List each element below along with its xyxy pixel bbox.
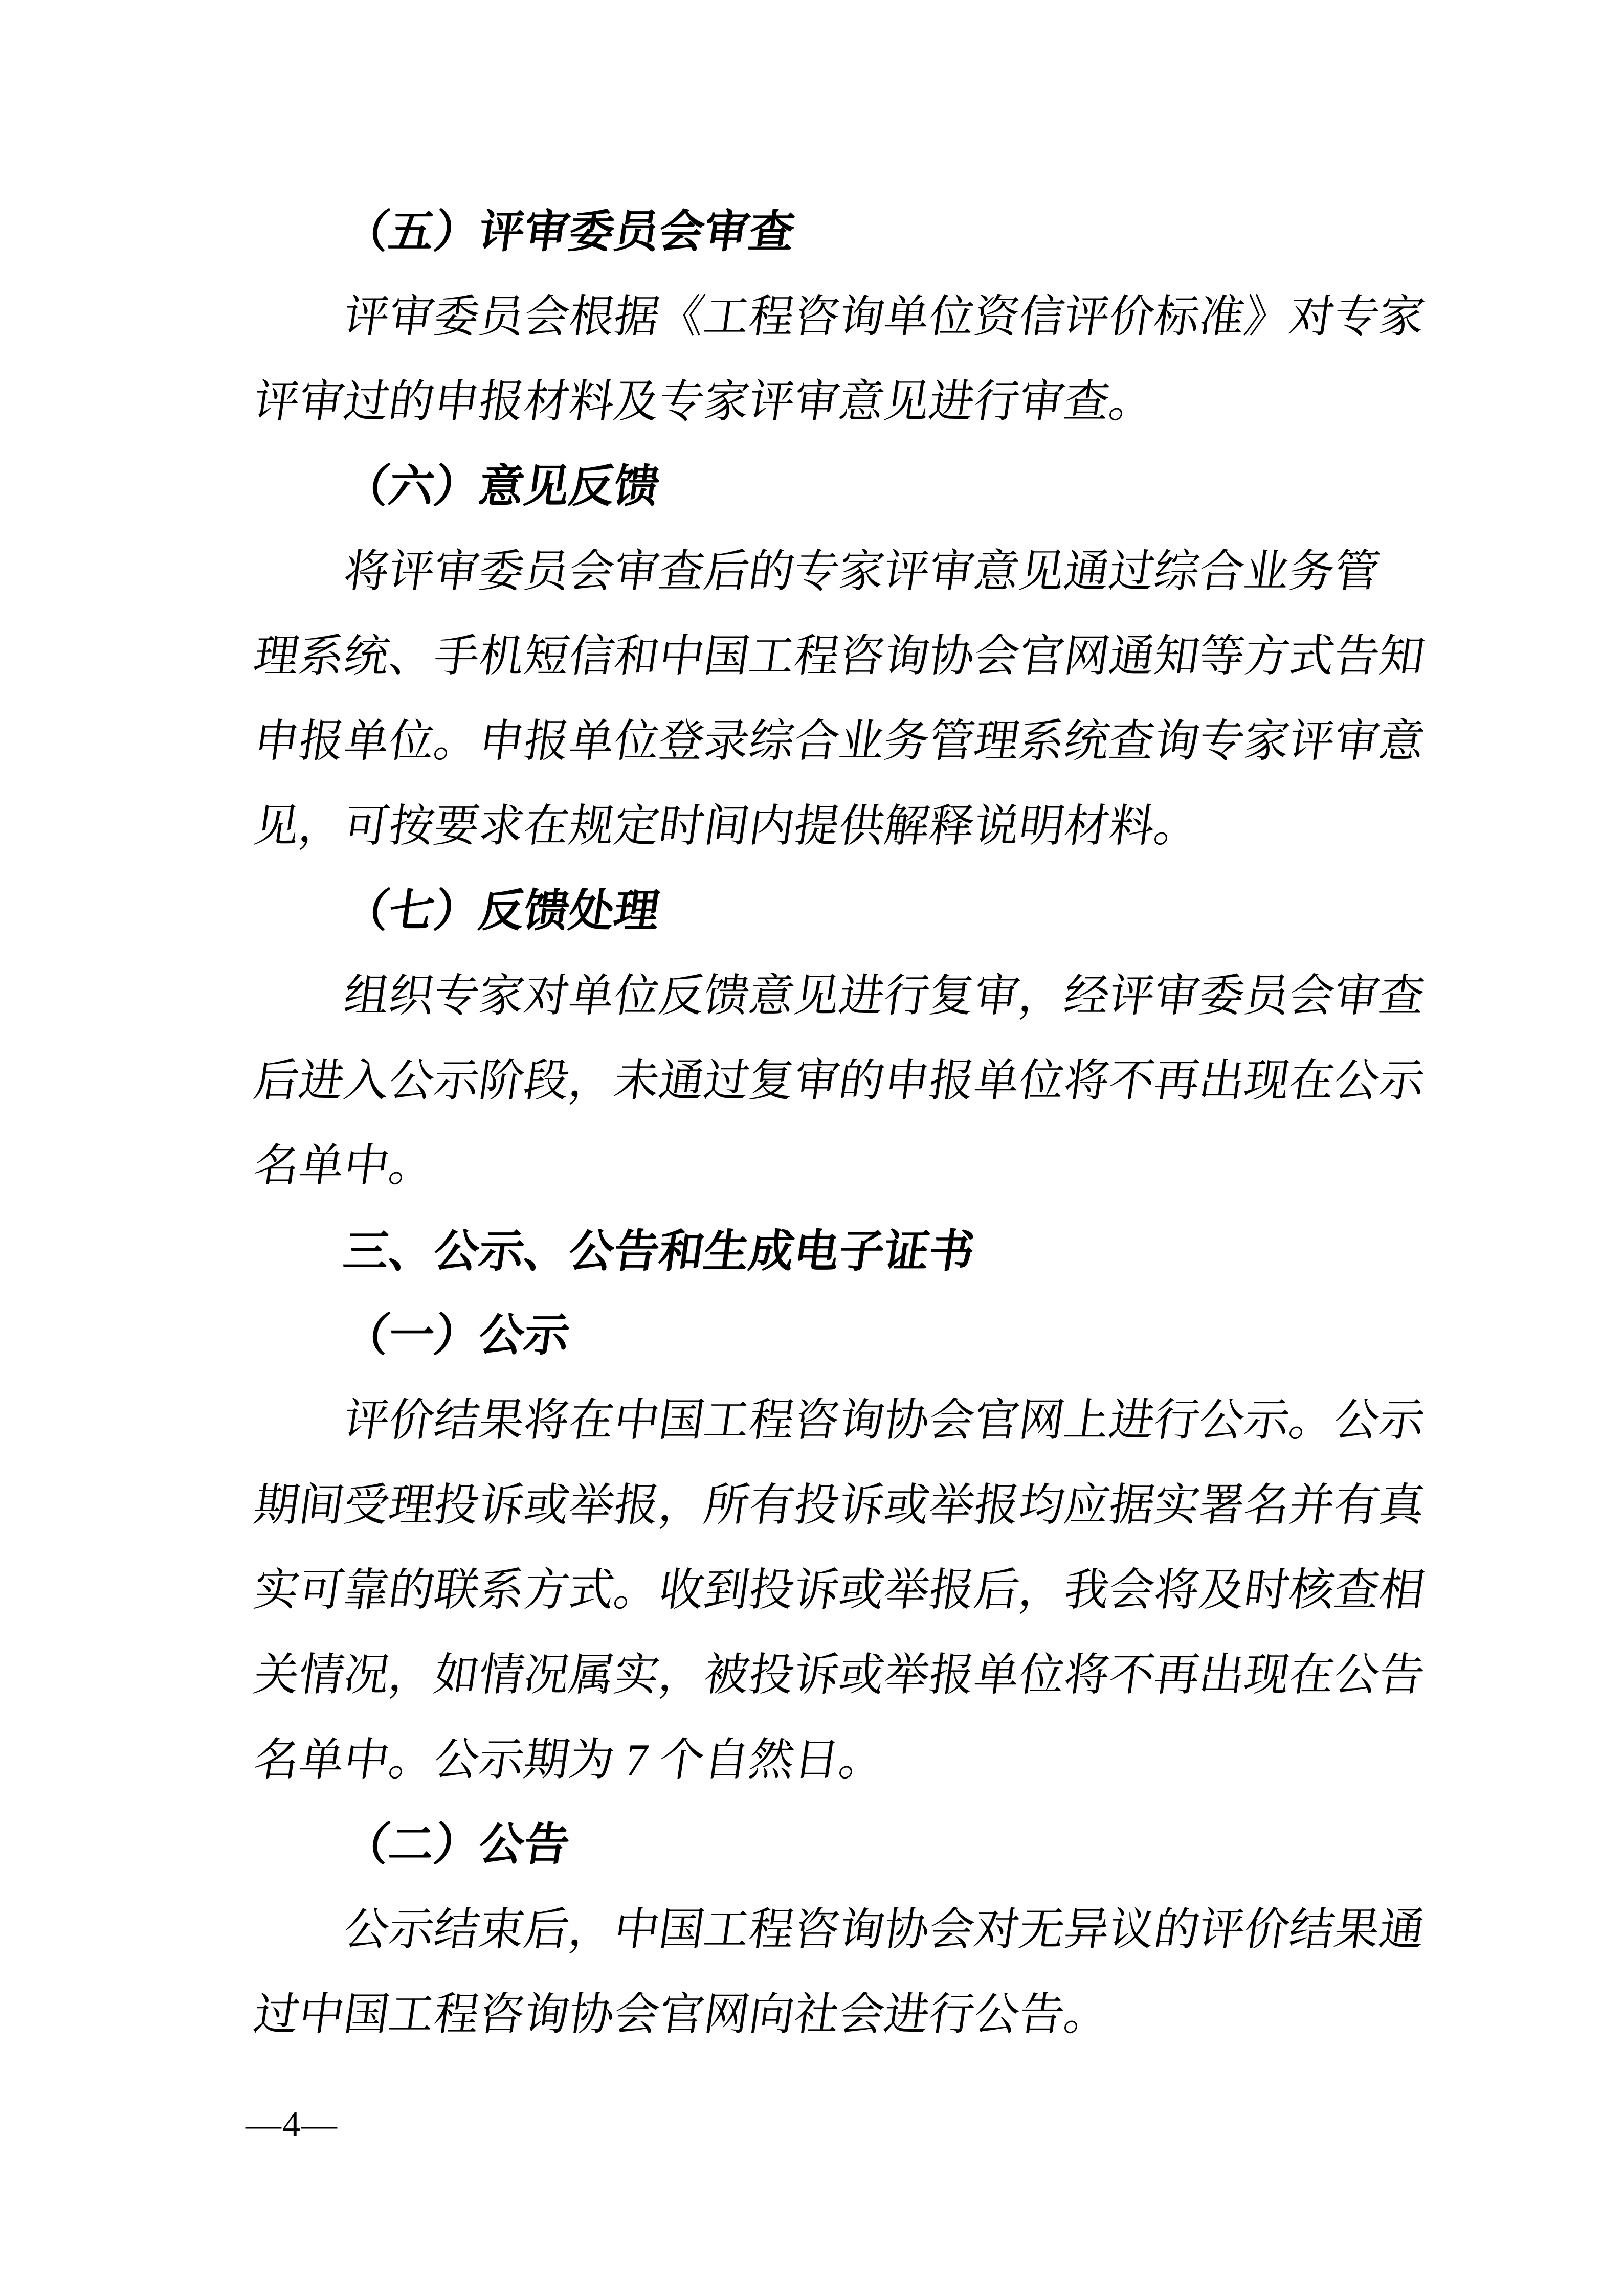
paragraph-line: 名单中。 [250,1141,438,1191]
paragraph-first-line: 公示结束后，中国工程咨询协会对无异议的评价结果通 [340,1905,1428,1955]
section-heading-level2: （一）公示 [340,1311,573,1361]
page-number: —4— [246,2105,338,2144]
paragraph-first-line: 评审委员会根据《工程咨询单位资信评价标准》对专家 [340,292,1428,342]
paragraph-line: 关情况，如情况属实，被投诉或举报单位将不再出现在公告 [250,1651,1428,1700]
paragraph-line: 理系统、手机短信和中国工程咨询协会官网通知等方式告知 [250,632,1428,682]
paragraph-line: 后进入公示阶段，未通过复审的申报单位将不再出现在公示 [250,1056,1428,1106]
paragraph-line: 期间受理投诉或举报，所有投诉或举报均应据实署名并有真 [250,1481,1428,1530]
paragraph-line: 评审过的申报材料及专家评审意见进行审查。 [250,377,1158,427]
section-heading-level2: （二）公告 [340,1820,573,1870]
paragraph-line: 名单中。公示期为 7 个自然日。 [250,1736,888,1785]
section-heading-level2: （六）意见反馈 [340,462,663,512]
paragraph-line: 见，可按要求在规定时间内提供解释说明材料。 [250,802,1203,851]
paragraph-first-line: 组织专家对单位反馈意见进行复审，经评审委员会审查 [340,972,1428,1021]
paragraph-line: 过中国工程咨询协会官网向社会进行公告。 [250,1990,1113,2040]
paragraph-first-line: 评价结果将在中国工程咨询协会官网上进行公示。公示 [340,1396,1428,1446]
section-heading-level2: （五）评审委员会审查 [340,208,798,257]
paragraph-line: 实可靠的联系方式。收到投诉或举报后，我会将及时核查相 [250,1566,1428,1615]
section-heading-level1: 三、公示、公告和生成电子证书 [340,1226,978,1276]
paragraph-first-line: 将评审委员会审查后的专家评审意见通过综合业务管 [340,547,1383,597]
document-body [248,190,1428,2058]
section-heading-level2: （七）反馈处理 [340,887,663,936]
paragraph-line: 申报单位。申报单位登录综合业务管理系统查询专家评审意 [250,717,1428,767]
